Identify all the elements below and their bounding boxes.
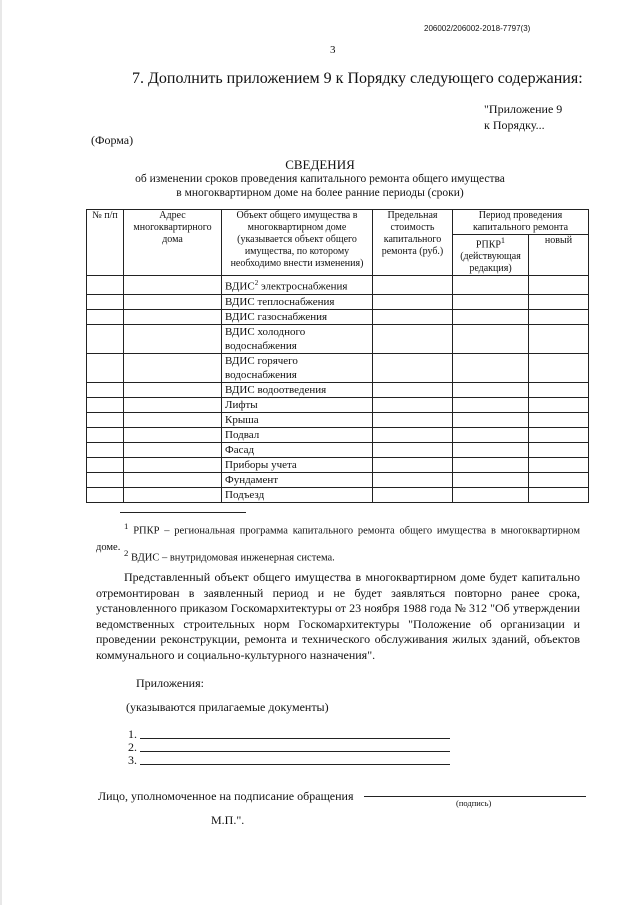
row-address-cell[interactable] xyxy=(124,276,222,295)
object-name: Фундамент xyxy=(225,473,279,486)
row-address-cell[interactable] xyxy=(124,427,222,442)
document-title: СВЕДЕНИЯ xyxy=(285,157,355,172)
attachment-line xyxy=(140,751,450,752)
table-row xyxy=(87,276,589,295)
object-footnote-mark: 2 xyxy=(254,279,259,288)
table-row xyxy=(87,472,589,487)
row-num-cell[interactable] xyxy=(87,472,124,487)
signature-hint: (подпись) xyxy=(456,798,492,808)
object-name: ВДИС холодного водоснабжения xyxy=(225,325,306,352)
row-new-cell[interactable] xyxy=(529,397,589,412)
table-header xyxy=(87,210,589,276)
attachment-item[interactable] xyxy=(128,740,450,754)
row-new-cell[interactable] xyxy=(529,294,589,309)
row-object-cell xyxy=(222,427,373,442)
table-row xyxy=(87,353,589,382)
signature-line[interactable] xyxy=(364,796,586,797)
table-row xyxy=(87,427,589,442)
subtitle-line-1: об изменении сроков проведения капитального ремонта общего имущества xyxy=(135,173,505,185)
row-cost-cell[interactable] xyxy=(373,472,453,487)
section-heading: 7. Дополнить приложением 9 к Порядку следующего содержания: xyxy=(132,70,583,87)
row-address-cell[interactable] xyxy=(124,294,222,309)
document-subtitle xyxy=(0,172,640,200)
row-num-cell[interactable] xyxy=(87,487,124,502)
attachment-number: 2. xyxy=(128,740,137,754)
attachments-hint: (указываются прилагаемые документы) xyxy=(126,700,329,714)
row-cost-cell[interactable] xyxy=(373,457,453,472)
attachment-item[interactable] xyxy=(128,727,450,741)
row-cost-cell[interactable] xyxy=(373,309,453,324)
row-object-cell xyxy=(222,487,373,502)
row-rpkr-cell[interactable] xyxy=(453,309,529,324)
table-row xyxy=(87,412,589,427)
row-num-cell[interactable] xyxy=(87,397,124,412)
footnote-1-mark: 1 xyxy=(124,521,129,531)
row-new-cell[interactable] xyxy=(529,309,589,324)
row-address-cell[interactable] xyxy=(124,412,222,427)
statement-paragraph: Представленный объект общего имущества в многоквартирном доме будет капитально отремонтирован в заявленный период и не будет заявляться повторно ранее срока, установленного приказом Госкомархитектуры от 23 ноября 1988 года № 312 "Об утверждении ведомственных строительных норм Госкомархитектуры "Положение об организации и проведении реконструкции, ремонта и технического обслуживания жилых зданий, объектов коммунального и социально-культурного назначения". xyxy=(96,570,580,662)
row-address-cell[interactable] xyxy=(124,324,222,353)
object-name: Лифты xyxy=(225,398,258,411)
row-num-cell[interactable] xyxy=(87,294,124,309)
object-name: ВДИС xyxy=(225,280,255,293)
attachments-title: Приложения: xyxy=(136,676,204,690)
row-object-cell xyxy=(222,276,373,295)
row-object-cell xyxy=(222,309,373,324)
object-name: Подвал xyxy=(225,428,260,441)
page-number: 3 xyxy=(330,44,336,56)
row-rpkr-cell[interactable] xyxy=(453,324,529,353)
row-cost-cell[interactable] xyxy=(373,276,453,295)
row-object-cell xyxy=(222,442,373,457)
form-label: (Форма) xyxy=(91,133,134,147)
row-object-cell xyxy=(222,457,373,472)
object-name: Подъезд xyxy=(225,488,265,501)
col-num-header: № п/п xyxy=(87,210,124,276)
table-row xyxy=(87,294,589,309)
signer-label: Лицо, уполномоченное на подписание обращения xyxy=(98,789,354,803)
stamp-place: М.П.". xyxy=(211,813,245,827)
table-body xyxy=(87,276,589,503)
rpkr-label: РПКР xyxy=(475,239,501,251)
appendix-line-2: к Порядку... xyxy=(484,118,545,132)
col-object-header: Объект общего имущества в многоквартирном доме (указывается объект общего имущества, по которому необходимо внести изменения) xyxy=(222,210,373,276)
rpkr-note: (действующая редакция) xyxy=(460,251,521,275)
row-cost-cell[interactable] xyxy=(373,353,453,382)
row-address-cell[interactable] xyxy=(124,309,222,324)
col-cost-header: Предельная стоимость капитального ремонта (руб.) xyxy=(373,210,453,276)
row-rpkr-cell[interactable] xyxy=(453,457,529,472)
row-num-cell[interactable] xyxy=(87,412,124,427)
scan-edge xyxy=(0,0,2,905)
col-period-header: Период проведения капитального ремонта xyxy=(453,210,589,235)
row-num-cell[interactable] xyxy=(87,353,124,382)
row-rpkr-cell[interactable] xyxy=(453,412,529,427)
row-new-cell[interactable] xyxy=(529,353,589,382)
subtitle-line-2: в многоквартирном доме на более ранние периоды (сроки) xyxy=(176,187,464,199)
row-rpkr-cell[interactable] xyxy=(453,397,529,412)
row-num-cell[interactable] xyxy=(87,457,124,472)
row-new-cell[interactable] xyxy=(529,324,589,353)
row-address-cell[interactable] xyxy=(124,397,222,412)
row-cost-cell[interactable] xyxy=(373,412,453,427)
appendix-reference xyxy=(484,101,562,133)
footnote-2-mark: 2 xyxy=(124,548,129,558)
row-rpkr-cell[interactable] xyxy=(453,442,529,457)
row-address-cell[interactable] xyxy=(124,353,222,382)
attachment-item[interactable] xyxy=(128,753,450,767)
row-address-cell[interactable] xyxy=(124,442,222,457)
table-row xyxy=(87,397,589,412)
row-cost-cell[interactable] xyxy=(373,397,453,412)
object-name: Фасад xyxy=(225,443,255,456)
row-new-cell[interactable] xyxy=(529,276,589,295)
row-num-cell[interactable] xyxy=(87,382,124,397)
footnote-separator xyxy=(120,512,246,513)
row-object-cell xyxy=(222,397,373,412)
row-new-cell[interactable] xyxy=(529,472,589,487)
rpkr-footnote-mark: 1 xyxy=(500,236,506,245)
appendix-line-1: "Приложение 9 xyxy=(484,102,563,116)
row-new-cell[interactable] xyxy=(529,457,589,472)
footnote-1-text: РПКР – региональная программа капитального ремонта общего имущества в многоквартирном доме. xyxy=(96,525,581,553)
object-name: Приборы учета xyxy=(225,458,297,471)
row-cost-cell[interactable] xyxy=(373,427,453,442)
row-object-cell xyxy=(222,324,373,353)
row-cost-cell[interactable] xyxy=(373,294,453,309)
row-num-cell[interactable] xyxy=(87,324,124,353)
attachment-number: 3. xyxy=(128,753,137,767)
table-row xyxy=(87,442,589,457)
row-new-cell[interactable] xyxy=(529,382,589,397)
row-num-cell[interactable] xyxy=(87,427,124,442)
row-cost-cell[interactable] xyxy=(373,382,453,397)
attachment-line xyxy=(140,764,450,765)
row-cost-cell[interactable] xyxy=(373,487,453,502)
row-address-cell[interactable] xyxy=(124,472,222,487)
row-rpkr-cell[interactable] xyxy=(453,382,529,397)
row-rpkr-cell[interactable] xyxy=(453,276,529,295)
row-new-cell[interactable] xyxy=(529,487,589,502)
table-row xyxy=(87,309,589,324)
row-address-cell[interactable] xyxy=(124,487,222,502)
info-table xyxy=(86,209,589,503)
row-num-cell[interactable] xyxy=(87,309,124,324)
row-new-cell[interactable] xyxy=(529,412,589,427)
table-row xyxy=(87,382,589,397)
object-name: ВДИС теплоснабжения xyxy=(225,295,335,308)
col-rpkr-header xyxy=(453,235,529,276)
row-rpkr-cell[interactable] xyxy=(453,353,529,382)
row-rpkr-cell[interactable] xyxy=(453,427,529,442)
row-rpkr-cell[interactable] xyxy=(453,472,529,487)
col-new-header: новый xyxy=(529,235,589,276)
row-object-cell xyxy=(222,353,373,382)
row-address-cell[interactable] xyxy=(124,382,222,397)
table-row xyxy=(87,457,589,472)
row-object-cell xyxy=(222,472,373,487)
document-id: 206002/206002-2018-7797(3) xyxy=(424,24,531,33)
row-object-cell xyxy=(222,412,373,427)
footnote-2 xyxy=(124,548,335,564)
object-name-suffix: электроснабжения xyxy=(258,280,348,293)
row-rpkr-cell[interactable] xyxy=(453,294,529,309)
row-cost-cell[interactable] xyxy=(373,442,453,457)
attachment-line xyxy=(140,738,450,739)
object-name: ВДИС горячего водоснабжения xyxy=(225,354,298,381)
table-row xyxy=(87,487,589,502)
row-num-cell[interactable] xyxy=(87,276,124,295)
object-name: ВДИС газоснабжения xyxy=(225,310,328,323)
object-name: ВДИС водоотведения xyxy=(225,383,327,396)
row-address-cell[interactable] xyxy=(124,457,222,472)
row-cost-cell[interactable] xyxy=(373,324,453,353)
footnote-2-text: ВДИС – внутридомовая инженерная система. xyxy=(131,552,335,564)
row-num-cell[interactable] xyxy=(87,442,124,457)
object-name: Крыша xyxy=(225,413,259,426)
row-new-cell[interactable] xyxy=(529,442,589,457)
table-row xyxy=(87,324,589,353)
row-rpkr-cell[interactable] xyxy=(453,487,529,502)
col-address-header: Адрес многоквартирного дома xyxy=(124,210,222,276)
row-object-cell xyxy=(222,294,373,309)
row-new-cell[interactable] xyxy=(529,427,589,442)
row-object-cell xyxy=(222,382,373,397)
attachment-number: 1. xyxy=(128,727,137,741)
